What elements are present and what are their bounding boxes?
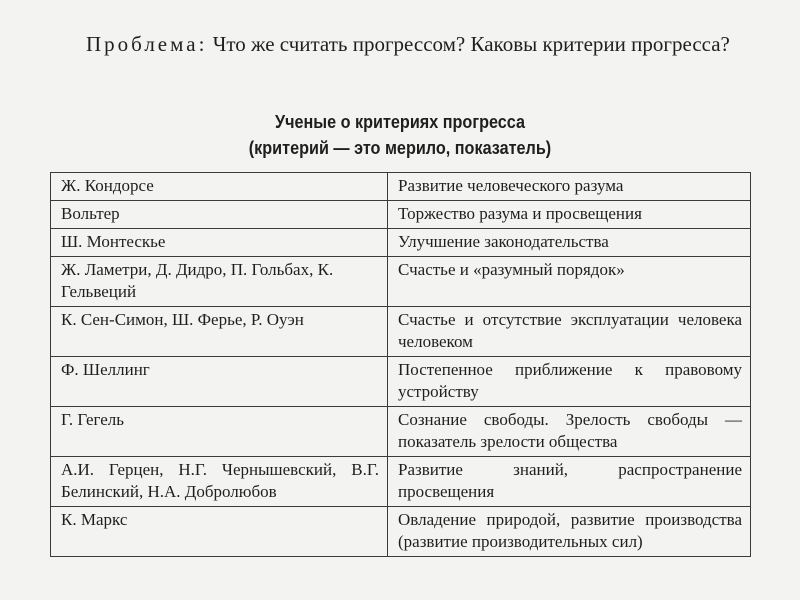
table-row	[51, 407, 751, 457]
problem-lead-word: Проблема:	[86, 32, 208, 56]
scientist-cell: Вольтер	[51, 201, 388, 229]
criterion-cell: Сознание свободы. Зрелость свободы — показатель зрелости общества	[388, 407, 751, 457]
criterion-cell: Развитие человеческого разума	[388, 173, 751, 201]
scientist-cell: А.И. Герцен, Н.Г. Чернышевский, В.Г. Белинский, Н.А. Добролюбов	[51, 457, 388, 507]
table-row	[51, 507, 751, 557]
table-row	[51, 257, 751, 307]
scientist-cell: Ж. Ламетри, Д. Дидро, П. Гольбах, К. Гельвеций	[51, 257, 388, 307]
scientist-cell: Ф. Шеллинг	[51, 357, 388, 407]
criterion-cell: Торжество разума и просвещения	[388, 201, 751, 229]
table-row	[51, 357, 751, 407]
table-row	[51, 173, 751, 201]
criterion-cell: Счастье и «разумный порядок»	[388, 257, 751, 307]
problem-statement	[48, 30, 758, 59]
scientist-cell: Ш. Монтескье	[51, 229, 388, 257]
problem-question: Что же считать прогрессом? Каковы критерии прогресса?	[207, 32, 730, 56]
criterion-cell: Улучшение законодательства	[388, 229, 751, 257]
scientist-cell: Ж. Кондорсе	[51, 173, 388, 201]
table-subtitle: (критерий — это мерило, показатель)	[248, 138, 552, 158]
criterion-cell: Постепенное приближение к правовому устройству	[388, 357, 751, 407]
scientist-cell: Г. Гегель	[51, 407, 388, 457]
table-row	[51, 229, 751, 257]
scientist-cell: К. Сен-Симон, Ш. Ферье, Р. Оуэн	[51, 307, 388, 357]
scientist-cell: К. Маркс	[51, 507, 388, 557]
table-row	[51, 201, 751, 229]
criterion-cell: Счастье и отсутствие эксплуатации человека человеком	[388, 307, 751, 357]
table-row	[51, 457, 751, 507]
criterion-cell: Овладение природой, развитие производства (развитие производительных сил)	[388, 507, 751, 557]
table-row	[51, 307, 751, 357]
criterion-cell: Развитие знаний, распространение просвещения	[388, 457, 751, 507]
table-title: Ученые о критериях прогресса	[274, 112, 525, 132]
progress-criteria-table	[50, 172, 751, 557]
